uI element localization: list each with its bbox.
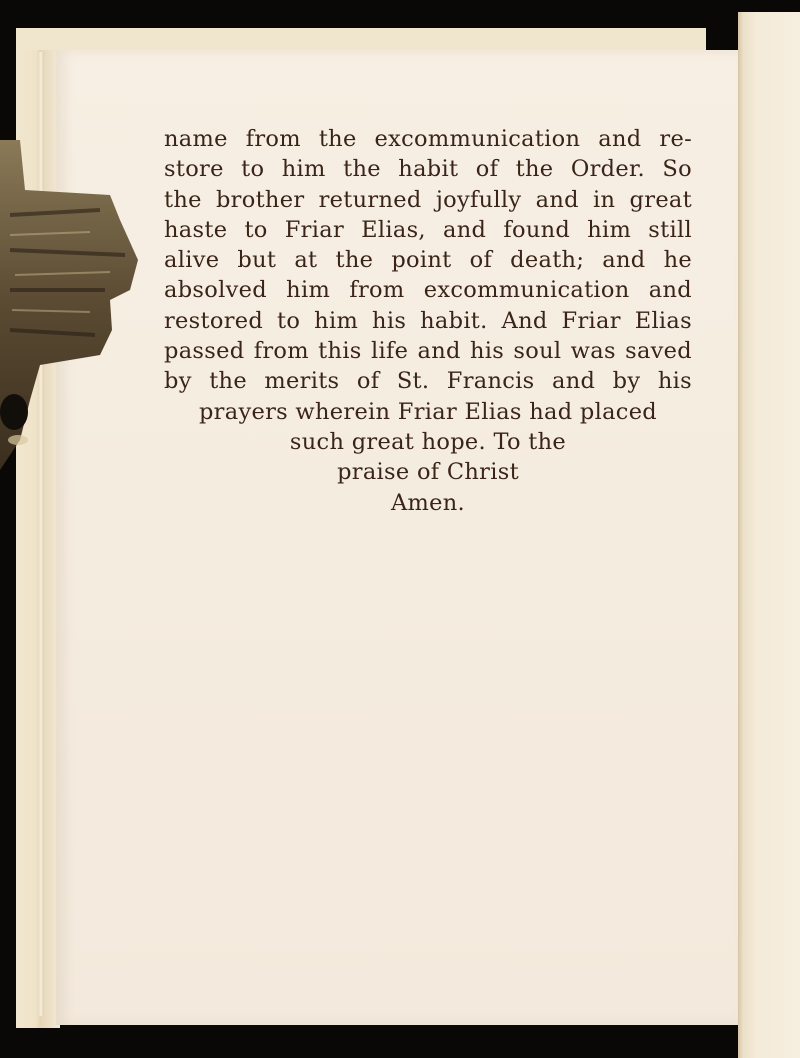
text-line: name from the excommunication and re- [164,126,692,152]
closing-line: praise of Christ [337,459,519,486]
page-fold [738,12,744,1058]
closing-line: such great hope. To the [289,428,567,455]
text-line: the brother returned joyfully and in great [164,186,692,213]
text-line: passed from this life and his soul was saved [164,338,692,365]
text-line: absolved him from excommunication and [164,277,692,304]
page-text [164,124,692,518]
text-line: haste to Friar Elias, and found him still [164,216,692,243]
text-line: by the merits of St. Francis and by his [164,368,692,395]
facing-page-edge [738,12,800,1058]
book-cover-top-edge [16,28,706,50]
cover-groove [38,52,44,1016]
book-cover-left-edge [16,28,60,1028]
text-line: alive but at the point of death; and he [164,247,692,274]
text-line: store to him the habit of the Order. So [164,156,692,183]
closing-line: prayers wherein Friar Elias had placed [198,398,658,425]
closing-line-amen: Amen. [390,489,466,516]
text-line: restored to him his habit. And Friar Elias [164,307,692,334]
